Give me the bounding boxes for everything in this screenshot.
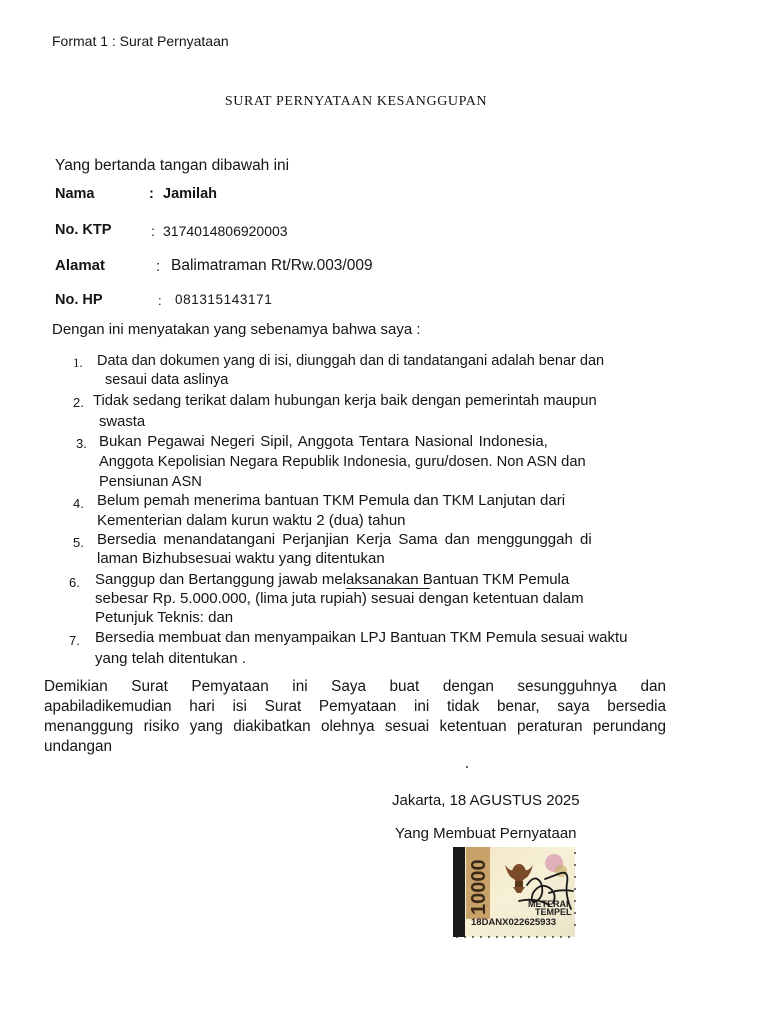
stamp-label-bottom: TEMPEL: [535, 907, 572, 917]
list-item-line: Pensiunan ASN: [99, 474, 202, 490]
field-label-alamat: Alamat: [55, 257, 106, 274]
stamp-serial: 18DANX022625933: [471, 917, 557, 928]
field-value-alamat: Balimatraman Rt/Rw.003/009: [171, 257, 373, 274]
list-item-line: Tidak sedang terikat dalam hubungan kerja baik dengan pemerintah maupun: [93, 393, 597, 409]
document-title: SURAT PERNYATAAN KESANGGUPAN: [224, 94, 488, 109]
speck: [466, 766, 468, 768]
list-item-line: Sanggup dan Bertanggung jawab melaksanakan Bantuan TKM Pemula: [95, 571, 570, 588]
stamp-graphic: [449, 843, 579, 941]
field-separator: :: [158, 293, 162, 308]
intro-text: Yang bertanda tangan dibawah ini: [55, 157, 290, 174]
stamp-denomination: 10000: [468, 859, 490, 915]
list-item-number: 2.: [73, 395, 84, 410]
field-label-hp: No. HP: [55, 292, 103, 308]
list-item-line: Data dan dokumen yang di isi, diunggah dan di tandatangani adalah benar dan: [97, 353, 605, 369]
field-separator: :: [156, 258, 161, 275]
list-item-number: 5.: [73, 535, 84, 550]
list-item-line: Petunjuk Teknis: dan: [95, 609, 234, 626]
meterai-stamp: [449, 843, 579, 941]
field-value-nama: Jamilah: [163, 186, 217, 202]
list-item-number: 1.: [73, 355, 83, 370]
list-item-number: 6.: [69, 575, 80, 590]
field-label-nama: Nama: [55, 186, 95, 202]
statement-intro: Dengan ini menyatakan yang sebenamya bahwa saya :: [52, 321, 421, 338]
list-item-line: sesaui data aslinya: [105, 372, 229, 388]
list-item-line: Anggota Kepolisian Negara Republik Indonesia, guru/dosen. Non ASN dan: [99, 454, 586, 470]
list-item-number: 3.: [76, 436, 87, 451]
field-label-ktp: No. KTP: [55, 222, 112, 238]
list-item-line: yang telah ditentukan .: [95, 650, 246, 667]
list-item-line: swasta: [99, 414, 146, 430]
field-value-ktp: 3174014806920003: [163, 223, 288, 239]
field-separator: :: [149, 186, 154, 202]
list-item-line: Bersedia membuat dan menyampaikan LPJ Bantuan TKM Pemula sesuai waktu: [95, 629, 628, 646]
signer-title: Yang Membuat Pernyataan: [395, 825, 577, 842]
list-item-line: laman Bizhubsesuai waktu yang ditentukan: [97, 550, 385, 567]
closing-line: undangan: [44, 738, 113, 755]
field-value-hp: 081315143171: [175, 292, 273, 307]
underline-mark: [346, 588, 430, 589]
stamp-label-top: METERAI: [528, 899, 569, 909]
list-item-line: Belum pemah menerima bantuan TKM Pemula dan TKM Lanjutan dari: [97, 492, 566, 509]
list-item-number: 7.: [69, 633, 80, 648]
format-label: Format 1 : Surat Pernyataan: [52, 33, 229, 49]
field-separator: :: [151, 223, 155, 239]
list-item-line: Kementerian dalam kurun waktu 2 (dua) tahun: [97, 512, 406, 529]
list-item-number: 4.: [73, 496, 84, 511]
closing-line: Demikian Surat Pemyataan ini Saya buat dengan sesungguhnya dan: [44, 678, 666, 695]
closing-paragraph: [44, 677, 666, 757]
place-date: Jakarta, 18 AGUSTUS 2025: [392, 792, 580, 809]
list-item-line: Bersedia menandatangani Perjanjian Kerja Sama dan menggunggah di: [97, 531, 592, 548]
list-item-line: sebesar Rp. 5.000.000, (lima juta rupiah) sesuai dengan ketentuan dalam: [95, 590, 584, 607]
closing-line: apabiladikemudian hari isi Surat Pemyataan ini tidak benar, saya bersedia: [44, 698, 666, 715]
closing-line: menanggung risiko yang diakibatkan olehnya sesuai ketentuan peraturan perundang: [44, 718, 666, 735]
list-item-line: Bukan Pegawai Negeri Sipil, Anggota Tentara Nasional Indonesia,: [99, 433, 548, 450]
